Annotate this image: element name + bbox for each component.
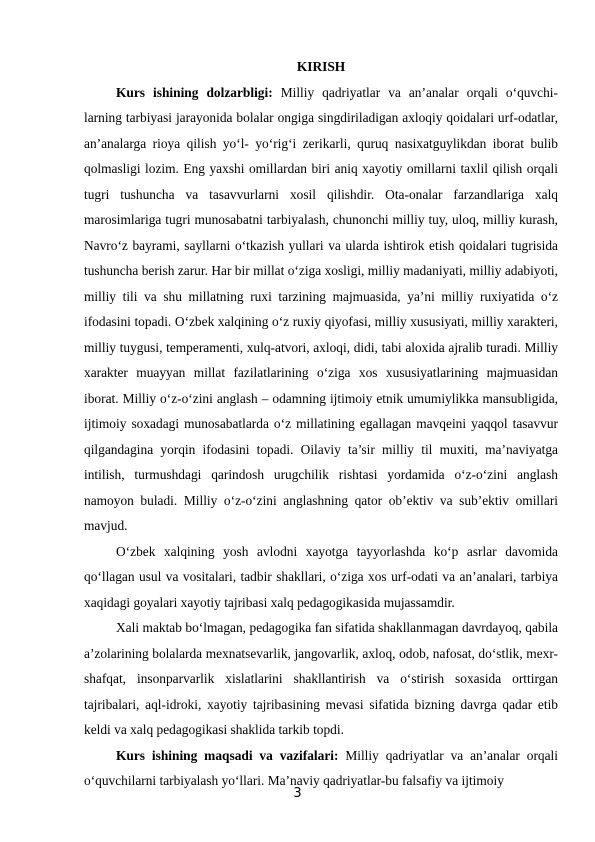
paragraph-relevance [84,80,558,539]
paragraph-lead: Kurs ishining dolzarbligi: [116,84,273,100]
paragraph-text: Milliy qadriyatlar va an’analar orqali o‘quvchilarni tarbiyalash yo‘llari. Ma’naviy qadriyatlar-bu falsafiy va ijtimoiy [84,747,558,788]
paragraph-text: Milliy qadriyatlar va an’analar orqali o‘quvchi-larning tarbiyasi jarayonida bolalar ongiga singdiriladigan axloqiy qoidalari urf-odatlar, an’analarga rioya qilish yo‘l- yo‘rig‘i zerikarli, quruq nasixatguylikdan iborat bulib qolmasligi lozim. Eng yaxshi omillardan biri aniq xayotiy omillarni taxlil qilish orqali tugri tushuncha va tasavvurlarni xosil qilishdir. Ota-onalar farzandlariga xalq marosimlariga tugri munosabatni tarbiyalash, chunonchi milliy tuy, uloq, milliy kurash, Navro‘z bayrami, sayllarni o‘tkazish yullari va ularda ishtirok etish qoidalari tugrisida tushuncha berish zarur. Har bir millat o‘ziga xosligi, milliy madaniyati, milliy adabiyoti, milliy tili va shu millatning ruxi tarzining majmuasida, ya’ni milliy ruxiyatida o‘z ifodasini topadi. O‘zbek xalqining o‘z ruxiy qiyofasi, milliy xususiyati, milliy xarakteri, milliy tuygusi, temperamenti, xulq-atvori, axloqi, didi, tabi aloxida ajralib turadi. Milliy xarakter muayyan millat fazilatlarining o‘ziga xos xususiyatlarining majmuasidan iborat. Milliy o‘z-o‘zini anglash – odamning ijtimoiy etnik umumiylikka mansubligida, ijtimoiy soxadagi munosabatlarda o‘z millatining egallagan mavqeini yaqqol tasavvur qilgandagina yorqin ifodasini topadi. Oilaviy ta’sir milliy til muxiti, ma’naviyatga intilish, turmushdagi qarindosh urugchilik rishtasi yordamida o‘z-o‘zini anglash namoyon buladi. Milliy o‘z-o‘zini anglashning qator ob’ektiv va sub’ektiv omillari mavjud. [84,84,558,533]
paragraph-lead: Kurs ishining maqsadi va vazifalari: [116,747,339,763]
paragraph-text: Xali maktab bo‘lmagan, pedagogika fan sifatida shakllanmagan davrdayoq, qabila a’zolarining bolalarda mexnatsevarlik, jangovarlik, axloq, odob, nafosat, do‘stlik, mexr-shafqat, insonparvarlik xislatlarini shakllantirish va o‘stirish soxasida orttirgan tajribalari, aql-idroki, xayotiy tajribasining mevasi sifatida bizning davrga qadar etib keldi va xalq pedagogikasi shaklida tarkib topdi. [84,620,558,737]
page-title: KIRISH [296,59,346,74]
page-content [84,54,558,794]
paragraph-text: O‘zbek xalqining yosh avlodni xayotga tayyorlashda ko‘p asrlar davomida qo‘llagan usul va vositalari, tadbir shakllari, o‘ziga xos urf-odati va an’analari, tarbiya xaqidagi goyalari xayotiy tajribasi xalq pedagogikasida mujassamdir. [84,543,558,610]
page-number: 3 [293,786,302,801]
paragraph-folk-pedagogy [84,615,558,743]
paragraph-folk-methods [84,539,558,616]
